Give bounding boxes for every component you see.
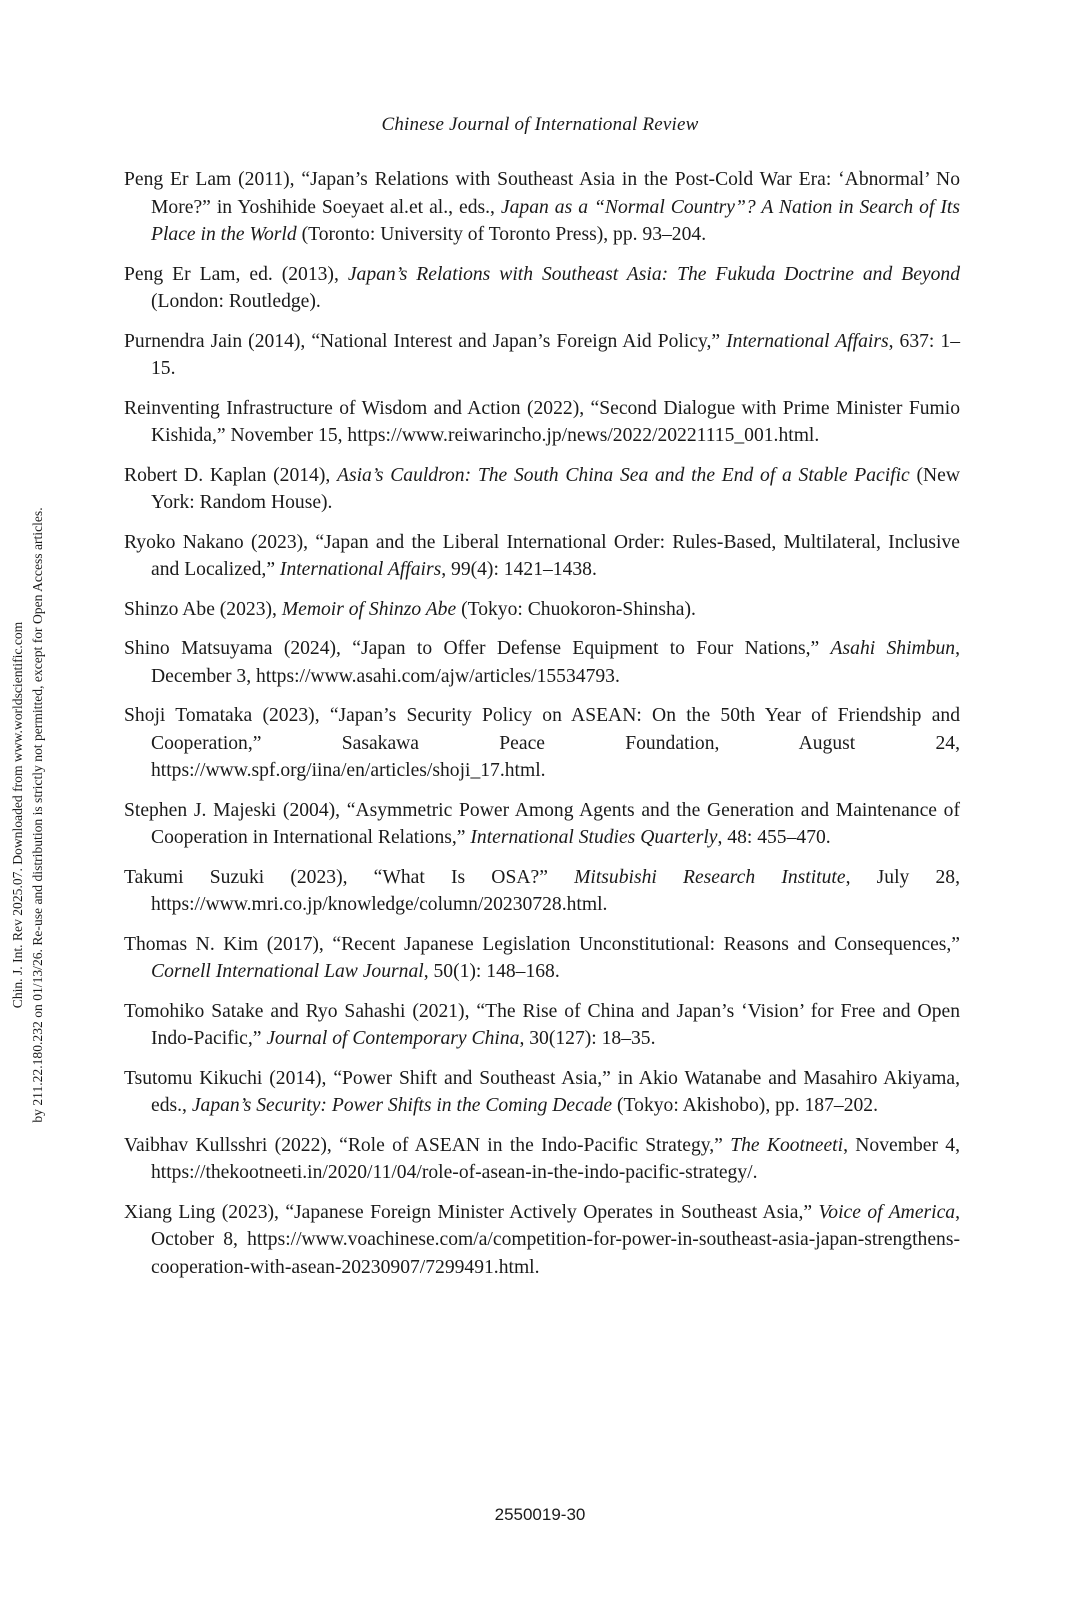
reference-title-italic: Voice of America [818, 1201, 956, 1223]
reference-title-italic: Cornell International Law Journal [151, 961, 424, 982]
reference-entry [124, 1132, 960, 1187]
reference-text: , November 4, https://thekootneeti.in/2020/11/04/role-of-asean-in-the-indo-pacific-strategy/. [151, 1134, 960, 1183]
reference-text: Ryoko Nakano (2023), “Japan and the Liberal International Order: Rules-Based, Multilateral, Inclusive and Localized,” [124, 531, 960, 580]
reference-text: Takumi Suzuki (2023), “What Is OSA?” [124, 866, 575, 888]
reference-entry [124, 702, 960, 785]
reference-title-italic: The Kootneeti [730, 1134, 844, 1156]
reference-title-italic: Japan’s Relations with Southeast Asia: The Fukuda Doctrine and Beyond [347, 263, 960, 285]
reference-text: Stephen J. Majeski (2004), “Asymmetric Power Among Agents and the Generation and Maintenance of Cooperation in International Relations,” [124, 799, 960, 848]
download-notice-line-2: by 211.22.180.232 on 01/13/26. Re-use and distribution is strictly not permitted, except for Open Access articles. [30, 507, 45, 1123]
reference-title-italic: Asia’s Cauldron: The South China Sea and the End of a Stable Pacific [337, 464, 910, 486]
reference-text: Robert D. Kaplan (2014), [124, 464, 338, 486]
reference-entry [124, 166, 960, 249]
download-notice-line-1: Chin. J. Int. Rev 2025.07. Downloaded from www.worldscientific.com [10, 621, 25, 1009]
reference-text: Shoji Tomataka (2023), “Japan’s Security Policy on ASEAN: On the 50th Year of Friendship and Cooperation,” Sasakawa Peace Foundation, August 24, https://www.spf.org/iina/en/articles/shoji_17.html. [124, 705, 960, 781]
reference-text: Tsutomu Kikuchi (2014), “Power Shift and Southeast Asia,” in Akio Watanabe and Masahiro Akiyama, eds., [124, 1067, 960, 1116]
reference-text: , 30(127): 18–35. [519, 1028, 656, 1049]
reference-title-italic: International Studies Quarterly [470, 827, 718, 848]
reference-title-italic: Japan’s Security: Power Shifts in the Coming Decade [191, 1095, 613, 1116]
reference-text: , December 3, https://www.asahi.com/ajw/articles/15534793. [151, 638, 960, 687]
reference-title-italic: Japan as a “Normal Country”? A Nation in Search of Its Place in the World [151, 196, 960, 245]
reference-entry [124, 596, 960, 624]
reference-entry [124, 261, 960, 316]
reference-text: , 50(1): 148–168. [423, 961, 560, 982]
running-head-journal-title: Chinese Journal of International Review [381, 114, 699, 135]
reference-entry [124, 998, 960, 1053]
reference-text: Vaibhav Kullsshri (2022), “Role of ASEAN in the Indo-Pacific Strategy,” [124, 1134, 731, 1156]
reference-entry [124, 395, 960, 450]
reference-text: Xiang Ling (2023), “Japanese Foreign Minister Actively Operates in Southeast Asia,” [124, 1201, 819, 1223]
reference-title-italic: Memoir of Shinzo Abe [281, 598, 457, 620]
reference-entry [124, 931, 960, 986]
reference-title-italic: Mitsubishi Research Institute [574, 866, 846, 888]
reference-entry [124, 797, 960, 852]
reference-text: (Toronto: University of Toronto Press), pp. 93–204. [296, 224, 707, 245]
page-number: 2550019-30 [494, 1505, 586, 1524]
reference-entry [124, 864, 960, 919]
reference-text: (New York: Random House). [151, 464, 960, 513]
reference-title-italic: Journal of Contemporary China [266, 1028, 520, 1049]
reference-text: , 637: 1–15. [151, 330, 960, 379]
reference-text: (Tokyo: Chuokoron-Shinsha). [456, 598, 696, 620]
reference-text: Purnendra Jain (2014), “National Interest and Japan’s Foreign Aid Policy,” [124, 330, 727, 352]
reference-text: Shino Matsuyama (2024), “Japan to Offer Defense Equipment to Four Nations,” [124, 638, 831, 659]
reference-text: (London: Routledge). [151, 291, 321, 312]
reference-text: , 99(4): 1421–1438. [441, 559, 597, 580]
reference-text: Thomas N. Kim (2017), “Recent Japanese Legislation Unconstitutional: Reasons and Consequences,” [124, 933, 960, 955]
reference-text: Tomohiko Satake and Ryo Sahashi (2021), “The Rise of China and Japan’s ‘Vision’ for Free and Open Indo-Pacific,” [124, 1000, 960, 1049]
reference-text: , 48: 455–470. [717, 827, 831, 848]
reference-list [124, 166, 960, 1293]
reference-text: Peng Er Lam, ed. (2013), [124, 263, 348, 285]
reference-text: (Tokyo: Akishobo), pp. 187–202. [612, 1095, 878, 1116]
reference-title-italic: International Affairs [726, 330, 889, 352]
reference-text: Reinventing Infrastructure of Wisdom and Action (2022), “Second Dialogue with Prime Minister Fumio Kishida,” November 15, https://www.reiwarincho.jp/news/2022/20221115_001.html. [124, 397, 960, 446]
reference-text: , October 8, https://www.voachinese.com/a/competition-for-power-in-southeast-asia-japan-strengthens-cooperation-with-asean-20230907/7299491.html. [151, 1201, 960, 1278]
reference-entry [124, 1199, 960, 1282]
reference-title-italic: Asahi Shimbun [830, 638, 956, 659]
reference-text: Shinzo Abe (2023), [124, 598, 282, 620]
download-notice [8, 395, 48, 1235]
reference-entry [124, 1065, 960, 1120]
reference-text: , July 28, https://www.mri.co.jp/knowledge/column/20230728.html. [151, 866, 960, 915]
reference-entry [124, 529, 960, 584]
reference-text: Peng Er Lam (2011), “Japan’s Relations with Southeast Asia in the Post-Cold War Era: ‘Abnormal’ No More?” in Yoshihide Soeyaet al.et al., eds., [124, 169, 960, 218]
reference-title-italic: International Affairs [279, 559, 442, 580]
reference-entry [124, 328, 960, 383]
reference-entry [124, 462, 960, 517]
reference-entry [124, 635, 960, 690]
